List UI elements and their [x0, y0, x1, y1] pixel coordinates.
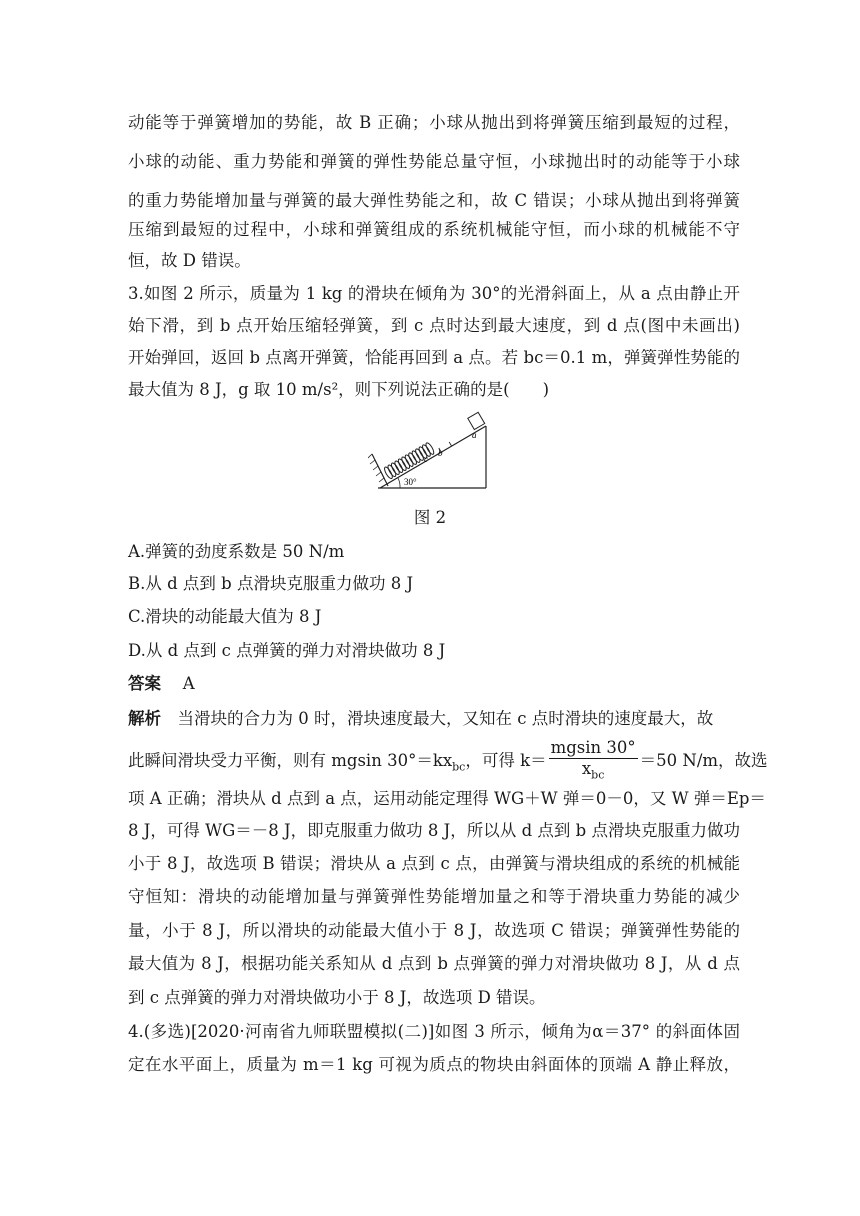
- analysis-line: 量，小于 8 J，所以滑块的动能最大值小于 8 J，故选项 C 错误；弹簧弹性势能的: [128, 921, 740, 940]
- figure-caption: 图 2: [413, 508, 447, 527]
- angle-label: 30°: [404, 477, 417, 487]
- question-4-stem-line: 4.(多选)[2020·河南省九师联盟模拟(二)]如图 3 所示，倾角为α＝37° 的斜面体固: [128, 1022, 740, 1041]
- analysis-row: [128, 708, 740, 730]
- label-b: b: [438, 448, 443, 458]
- fraction: $\frac{mgsin 30^\circ}{x_{bc}}$: [550, 738, 636, 782]
- label-a: a: [472, 430, 477, 440]
- mark-b: [449, 442, 452, 446]
- label-c: c: [424, 454, 428, 464]
- analysis-line: 守恒知：滑块的动能增加量与弹簧弹性势能增加量之和等于滑块重力势能的减少: [128, 887, 740, 906]
- text-line: 的重力势能增加量与弹簧的最大弹性势能之和，故 C 错误；小球从抛出到将弹簧: [128, 191, 740, 210]
- question-3-stem-line: 3.如图 2 所示，质量为 1 kg 的滑块在倾角为 30°的光滑斜面上，从 a 点由静止开: [128, 284, 740, 303]
- incline-surface: [380, 426, 486, 488]
- figure-2-incline: [368, 396, 490, 494]
- option-d: D.从 d 点到 c 点弹簧的弹力对滑块做功 8 J: [128, 641, 446, 660]
- analysis-line: 当滑块的合力为 0 时，滑块速度最大，又知在 c 点时滑块的速度最大，故: [177, 709, 714, 728]
- analysis-line: 到 c 点弹簧的弹力对滑块做功小于 8 J，故选项 D 错误。: [128, 988, 546, 1007]
- spring: [383, 412, 486, 482]
- question-4-stem-line: 定在水平面上，质量为 m＝1 kg 可视为质点的物块由斜面体的顶端 A 静止释放，: [128, 1055, 740, 1074]
- question-3-stem-line: 始下滑，到 b 点开始压缩轻弹簧，到 c 点时达到最大速度，到 d 点(图中未画出): [128, 316, 740, 335]
- option-c: C.滑块的动能最大值为 8 J: [128, 607, 322, 626]
- text-line: 动能等于弹簧增加的势能，故 B 正确；小球从抛出到将弹簧压缩到最短的过程，: [128, 113, 740, 132]
- answer-value: A: [182, 674, 195, 693]
- option-b: B.从 d 点到 b 点滑块克服重力做功 8 J: [128, 574, 414, 593]
- text-line: 压缩到最短的过程中，小球和弹簧组成的系统机械能守恒，而小球的机械能不守: [128, 220, 740, 239]
- text-line: 小球的动能、重力势能和弹簧的弹性势能总量守恒，小球抛出时的动能等于小球: [128, 152, 740, 171]
- option-a: A.弹簧的劲度系数是 50 N/m: [128, 542, 345, 561]
- question-3-stem-line: 开始弹回，返回 b 点离开弹簧，恰能再回到 a 点。若 bc＝0.1 m，弹簧弹性势能的: [128, 348, 740, 367]
- analysis-line: 项 A 正确；滑块从 d 点到 a 点，运用动能定理得 WG＋W 弹＝0－0，又 W 弹＝Ep＝: [128, 789, 766, 808]
- answer-row: [128, 673, 740, 695]
- analysis-line: 小于 8 J，故选项 B 错误；滑块从 a 点到 c 点，由弹簧与滑块组成的系统的机械能: [128, 854, 740, 873]
- analysis-line: 最大值为 8 J，根据功能关系知从 d 点到 b 点弹簧的弹力对滑块做功 8 J，从 d 点: [128, 954, 740, 973]
- angle-arc: [398, 478, 400, 488]
- sliding-block: [468, 412, 485, 429]
- answer-label: 答案: [128, 674, 161, 693]
- incline-diagram: [368, 396, 490, 494]
- wall-hatching: [368, 454, 384, 482]
- question-3-stem-line: 最大值为 8 J，g 取 10 m/s²，则下列说法正确的是( ): [128, 380, 550, 399]
- text-line: 恒，故 D 错误。: [128, 251, 251, 270]
- analysis-line-formula: 此瞬间滑块受力平衡，则有 mgsin $30^\circ=kx_{bc}$，可得 k＝ $\frac{mgsin 30^\circ}{x_{bc}}$ ＝50 N/m，故选: [128, 738, 740, 789]
- analysis-label: 解析: [128, 709, 161, 728]
- analysis-line: 8 J，可得 WG＝－8 J，即克服重力做功 8 J，所以从 d 点到 b 点滑块克服重力做功: [128, 821, 740, 840]
